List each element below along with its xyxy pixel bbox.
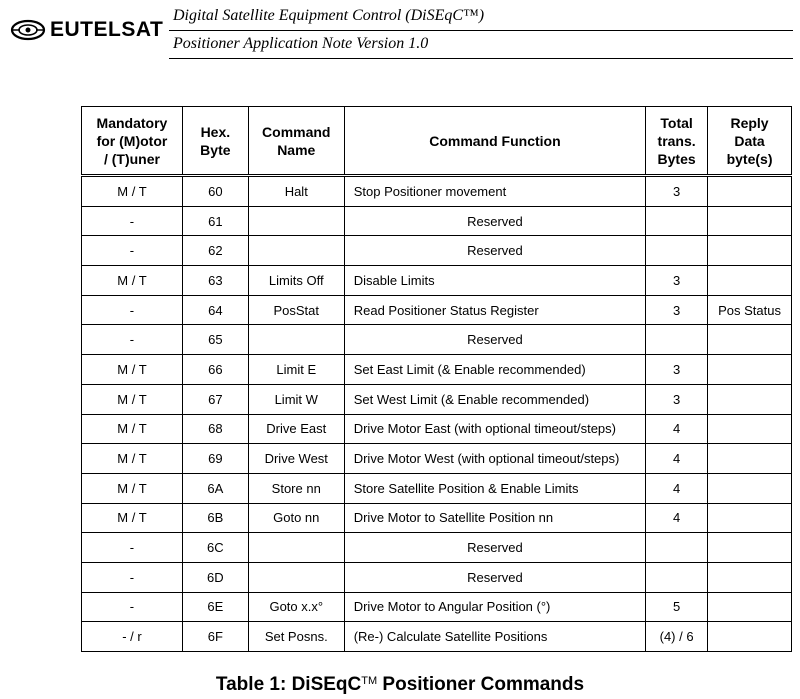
cell-reply-data [708,622,792,652]
cell-reply-data [708,414,792,444]
cell-command-function: (Re-) Calculate Satellite Positions [344,622,645,652]
col-reply-header: Reply Data byte(s) [708,107,792,176]
cell-hex-byte: 6E [182,592,248,622]
cell-hex-byte: 6A [182,473,248,503]
cell-hex-byte: 6D [182,562,248,592]
table-row [82,444,792,474]
cell-command-name: Drive East [248,414,344,444]
col-hex-header: Hex. Byte [182,107,248,176]
cell-mandatory: - [82,533,183,563]
cell-hex-byte: 6C [182,533,248,563]
cell-mandatory: - [82,206,183,236]
cell-mandatory: - / r [82,622,183,652]
cell-hex-byte: 69 [182,444,248,474]
cell-total-bytes: 3 [646,384,708,414]
cell-total-bytes [646,533,708,563]
brand-name: EUTELSAT [50,18,164,41]
cell-mandatory: M / T [82,266,183,296]
header-rule [169,30,793,31]
cell-command-name: Halt [248,176,344,207]
cell-reply-data: Pos Status [708,295,792,325]
cell-hex-byte: 67 [182,384,248,414]
cell-total-bytes: 3 [646,355,708,385]
cell-hex-byte: 6B [182,503,248,533]
cell-command-name [248,533,344,563]
cell-command-name: Set Posns. [248,622,344,652]
cell-mandatory: M / T [82,473,183,503]
cell-command-name [248,206,344,236]
cell-total-bytes: (4) / 6 [646,622,708,652]
cell-command-name [248,325,344,355]
table-row [82,295,792,325]
cell-command-function: Reserved [344,562,645,592]
cell-reply-data [708,236,792,266]
cell-mandatory: M / T [82,355,183,385]
cell-command-function: Disable Limits [344,266,645,296]
cell-command-function: Set East Limit (& Enable recommended) [344,355,645,385]
table-header-row [82,107,792,176]
cell-mandatory: - [82,236,183,266]
cell-mandatory: M / T [82,503,183,533]
cell-command-name [248,562,344,592]
table-row [82,384,792,414]
table-row [82,562,792,592]
cell-command-name [248,236,344,266]
cell-command-function: Drive Motor East (with optional timeout/steps) [344,414,645,444]
cell-reply-data [708,176,792,207]
table-row [82,266,792,296]
table-row [82,622,792,652]
table-row [82,533,792,563]
cell-command-name: Limit W [248,384,344,414]
cell-hex-byte: 63 [182,266,248,296]
cell-total-bytes: 3 [646,176,708,207]
cell-hex-byte: 64 [182,295,248,325]
table-row [82,355,792,385]
cell-command-name: Goto nn [248,503,344,533]
cell-command-function: Set West Limit (& Enable recommended) [344,384,645,414]
cell-total-bytes [646,562,708,592]
cell-total-bytes: 3 [646,295,708,325]
cell-reply-data [708,533,792,563]
table-row [82,176,792,207]
cell-command-function: Reserved [344,206,645,236]
cell-total-bytes: 4 [646,473,708,503]
cell-mandatory: M / T [82,384,183,414]
positioner-commands-table [81,106,792,652]
cell-total-bytes: 4 [646,503,708,533]
cell-command-function: Drive Motor to Angular Position (°) [344,592,645,622]
cell-reply-data [708,503,792,533]
table-body [82,176,792,652]
cell-command-function: Reserved [344,533,645,563]
header-rule-bottom [169,58,793,59]
table-row [82,325,792,355]
col-name-header: Command Name [248,107,344,176]
col-function-header: Command Function [344,107,645,176]
col-total-header: Total trans. Bytes [646,107,708,176]
cell-reply-data [708,562,792,592]
table-row [82,206,792,236]
cell-command-name: Limit E [248,355,344,385]
cell-mandatory: - [82,295,183,325]
cell-command-name: Drive West [248,444,344,474]
cell-command-function: Store Satellite Position & Enable Limits [344,473,645,503]
cell-reply-data [708,384,792,414]
eutelsat-logo [10,18,163,42]
cell-total-bytes: 3 [646,266,708,296]
cell-hex-byte: 68 [182,414,248,444]
cell-command-name: Limits Off [248,266,344,296]
cell-total-bytes [646,236,708,266]
cell-hex-byte: 61 [182,206,248,236]
cell-total-bytes: 4 [646,414,708,444]
cell-command-function: Read Positioner Status Register [344,295,645,325]
cell-command-name: PosStat [248,295,344,325]
document-subtitle: Positioner Application Note Version 1.0 [173,35,429,52]
cell-total-bytes [646,206,708,236]
cell-hex-byte: 60 [182,176,248,207]
cell-mandatory: - [82,562,183,592]
cell-command-function: Drive Motor to Satellite Position nn [344,503,645,533]
cell-hex-byte: 66 [182,355,248,385]
cell-command-function: Reserved [344,236,645,266]
cell-reply-data [708,592,792,622]
cell-mandatory: M / T [82,176,183,207]
cell-reply-data [708,355,792,385]
table-row [82,236,792,266]
cell-mandatory: - [82,325,183,355]
cell-hex-byte: 65 [182,325,248,355]
cell-mandatory: M / T [82,444,183,474]
cell-command-name: Store nn [248,473,344,503]
cell-reply-data [708,444,792,474]
cell-total-bytes [646,325,708,355]
cell-reply-data [708,266,792,296]
eutelsat-emblem-icon [10,19,46,41]
cell-command-function: Reserved [344,325,645,355]
cell-hex-byte: 6F [182,622,248,652]
table-caption: Table 1: DiSEqC™ Positioner Commands [215,674,585,695]
cell-total-bytes: 4 [646,444,708,474]
document-title: Digital Satellite Equipment Control (DiSEqC™) [173,7,485,24]
cell-command-function: Stop Positioner movement [344,176,645,207]
table-row [82,473,792,503]
table-row [82,503,792,533]
table-row [82,592,792,622]
cell-reply-data [708,206,792,236]
cell-reply-data [708,325,792,355]
col-mandatory-header: Mandatory for (M)otor / (T)uner [82,107,183,176]
cell-reply-data [708,473,792,503]
cell-total-bytes: 5 [646,592,708,622]
cell-command-name: Goto x.x° [248,592,344,622]
cell-command-function: Drive Motor West (with optional timeout/steps) [344,444,645,474]
cell-mandatory: M / T [82,414,183,444]
table-row [82,414,792,444]
cell-mandatory: - [82,592,183,622]
cell-hex-byte: 62 [182,236,248,266]
